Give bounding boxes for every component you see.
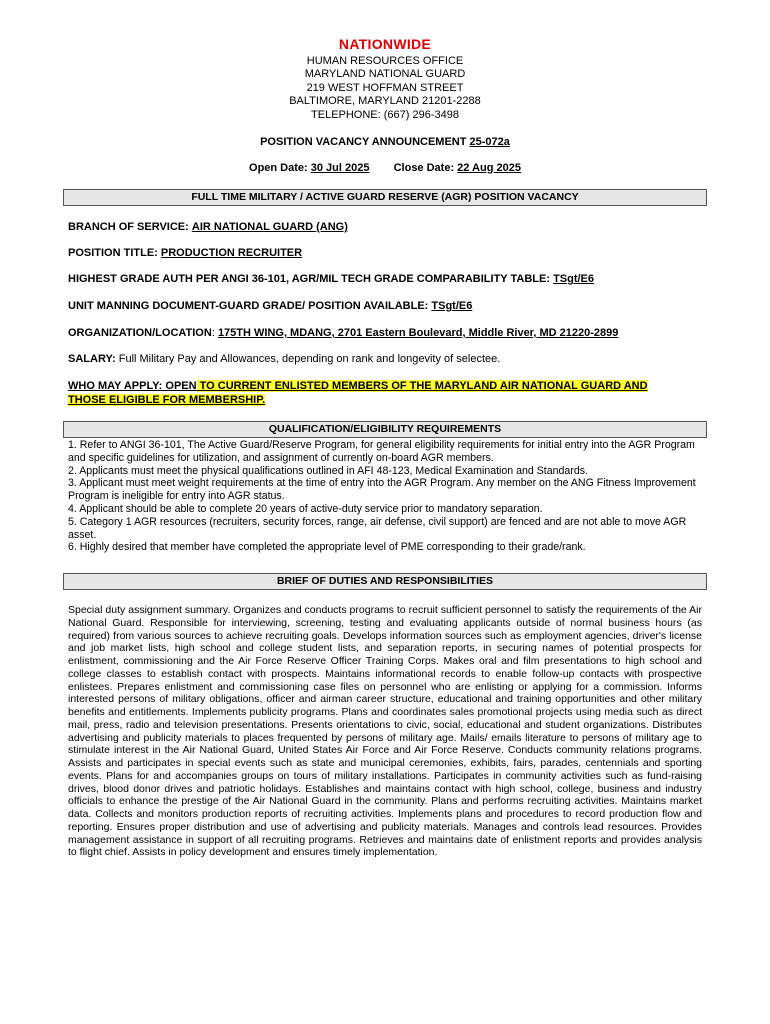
qualification-item: 3. Applicant must meet weight requirements at the time of entry into the AGR Program. Any member on the ANG Fitness Improvement Program is ineligible for entry into AGR status. [68, 477, 696, 503]
open-date-label: Open Date: [249, 162, 311, 174]
grade-label: HIGHEST GRADE AUTH PER ANGI 36-101, AGR/MIL TECH GRADE COMPARABILITY TABLE: [68, 273, 550, 285]
grade-row [68, 273, 708, 285]
open-date: 30 Jul 2025 [310, 162, 370, 174]
dates-line [0, 162, 770, 174]
duties-text: Special duty assignment summary. Organizes and conducts programs to recruit sufficient personnel to satisfy the requirements of the Air National Guard. Responsible for interviewing, screening, testing and evaluating applicants outside of normal business hours (as required) from various sources to achieve recruiting goals. Develops information sources such as employment agencies, driver's license and job market lists, high school and college student lists, and separation reports, in securing names of potential prospects for enlistment, commissioning and the Air Force Reserve Officer Training Corps. Makes oral and film presentations to high school and college classes to establish contact with prospects. Maintains informational records to enable follow-up contacts with prospective enlistees. Prepares enlistment and commissioning case files on personnel who are enlisting or applying for a commission. Informs interested persons of military obligations, officer and airman career structure, educational and training opportunities and other military benefits and entitlements. Implements publicity programs. Plans and coordinates sales promotional projects using media such as direct mail, press, radio and television presentations. Presents orientations to civic, social, educational and student organizations. Distributes advertising and publicity materials to places frequented by persons of military age. Mails/ emails literature to persons of military age to stimulate interest in the Air National Guard, United States Air Force and Air Force Reserve. Conducts community relations programs. Assists and participates in special events such as state and municipal ceremonies, exhibits, fairs, parades, centennials and sporting events. Plans for and accompanies groups on tours of military installations. Participates in community activities such as fund-raising drives, blood donor drives and patriotic holidays. Establishes and maintains contact with high school, college, business and industry officials to enhance the prestige of the Air National Guard in the community. Plans and performs recruiting activities. Maintains market data. Collects and monitors production reports of recruiting activities. Implements plans and procedures to record production flow and reporting. Ensures proper distribution and use of advertising and publicity materials. Manages and controls lead resources. Provides management assistance in support of all recruiting programs. Retrieves and maintains date of enlistment reports and provides analysis to flight chief. Assists in policy development and ensures timely implementation. [68, 604, 702, 859]
announcement-label: POSITION VACANCY ANNOUNCEMENT [260, 136, 470, 148]
announcement-line [0, 136, 770, 148]
vacancy-banner: FULL TIME MILITARY / ACTIVE GUARD RESERVE (AGR) POSITION VACANCY [63, 189, 707, 206]
salary-row [68, 353, 708, 365]
qualification-item: 5. Category 1 AGR resources (recruiters, security forces, range, air defense, civil support) are fenced and are not able to move AGR asset. [68, 515, 687, 541]
umd-value: TSgt/E6 [431, 300, 473, 312]
branch-label: BRANCH OF SERVICE: [68, 221, 189, 233]
qualifications-heading: QUALIFICATION/ELIGIBILITY REQUIREMENTS [63, 421, 707, 438]
salary-value: Full Military Pay and Allowances, depending on rank and longevity of selectee. [118, 353, 501, 365]
close-date-label: Close Date: [393, 162, 458, 174]
organization-label: ORGANIZATION/LOCATION [68, 327, 212, 339]
street-address: 219 WEST HOFFMAN STREET [306, 81, 464, 94]
who-label: WHO MAY APPLY: OPEN [68, 380, 197, 392]
grade-value: TSgt/E6 [553, 273, 595, 285]
who-value-line2: THOSE ELIGIBLE FOR MEMBERSHIP. [68, 393, 266, 406]
organization-colon: : [211, 327, 215, 339]
who-value-line1: TO CURRENT ENLISTED MEMBERS OF THE MARYLAND AIR NATIONAL GUARD AND [196, 380, 648, 392]
branch-value: AIR NATIONAL GUARD (ANG) [191, 221, 348, 233]
announcement-number: 25-072a [469, 136, 510, 148]
qualification-item: 6. Highly desired that member have completed the appropriate level of PME corresponding to their grade/rank. [68, 541, 586, 554]
qualification-item: 4. Applicant should be able to complete 20 years of active-duty service prior to mandatory separation. [68, 502, 543, 515]
org-name: MARYLAND NATIONAL GUARD [304, 68, 466, 81]
telephone: TELEPHONE: (667) 296-3498 [311, 108, 459, 121]
branch-row [68, 221, 708, 233]
qualification-item: 2. Applicants must meet the physical qualifications outlined in AFI 48-123, Medical Examination and Standards. [68, 464, 588, 477]
position-title-row [68, 247, 708, 259]
city-address: BALTIMORE, MARYLAND 21201-2288 [289, 95, 481, 108]
organization-value: 175TH WING, MDANG, 2701 Eastern Boulevard, Middle River, MD 21220-2899 [217, 327, 619, 339]
duties-heading: BRIEF OF DUTIES AND RESPONSIBILITIES [63, 573, 707, 590]
office-name: HUMAN RESOURCES OFFICE [306, 55, 464, 67]
who-may-apply [68, 380, 708, 407]
position-title-value: PRODUCTION RECRUITER [160, 247, 303, 259]
qualification-item: 1. Refer to ANGI 36-101, The Active Guard/Reserve Program, for general eligibility requirements for initial entry into the AGR Program and specific guidelines for utilization, and assignment of currently on-board AGR members. [68, 439, 695, 464]
qualifications-list [68, 439, 706, 554]
position-title-label: POSITION TITLE: [68, 247, 158, 259]
document-title: NATIONWIDE [338, 36, 432, 52]
organization-row [68, 327, 708, 339]
close-date: 22 Aug 2025 [457, 162, 521, 174]
office-address [0, 55, 770, 122]
salary-label: SALARY: [68, 353, 116, 365]
umd-label: UNIT MANNING DOCUMENT-GUARD GRADE/ POSITION AVAILABLE: [68, 300, 429, 312]
umd-row [68, 300, 708, 312]
